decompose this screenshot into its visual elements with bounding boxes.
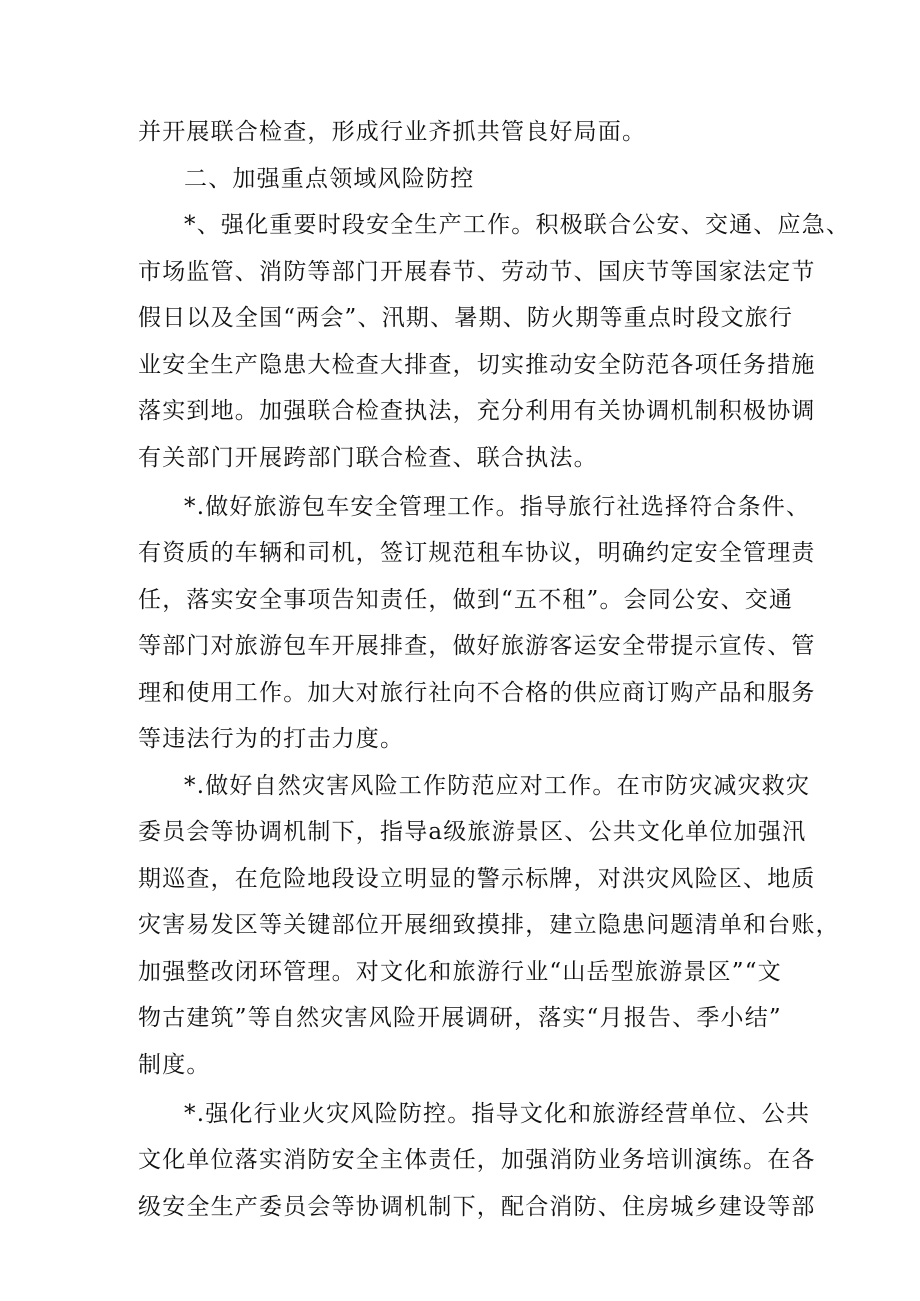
text-line: *、强化重要时段安全生产工作。积极联合公安、交通、应急、 (184, 212, 851, 238)
text-line: 任，落实安全事项告知责任，做到“五不租”。会同公安、交通 (138, 587, 794, 613)
text-line: 市场监管、消防等部门开展春节、劳动节、国庆节等国家法定节 (138, 259, 816, 285)
text-line: *.强化行业火灾风险防控。指导文化和旅游经营单位、公共 (184, 1101, 811, 1127)
text-line: *.做好自然灾害风险工作防范应对工作。在市防灾减灾救灾 (184, 773, 811, 799)
text-line: 业安全生产隐患大检查大排查，切实推动安全防范各项任务措施 (138, 352, 816, 378)
text-line: 有资质的车辆和司机，签订规范租车协议，明确约定安全管理责 (138, 540, 816, 566)
text-line: 落实到地。加强联合检查执法，充分利用有关协调机制积极协调 (138, 398, 816, 424)
text-line: 假日以及全国“两会”、汛期、暑期、防火期等重点时段文旅行 (138, 305, 794, 331)
text-line: 并开展联合检查，形成行业齐抓共管良好局面。 (138, 119, 647, 145)
text-line: 制度。 (138, 1052, 211, 1078)
text-line: 有关部门开展跨部门联合检查、联合执法。 (138, 445, 598, 471)
text-line: 级安全生产委员会等协调机制下，配合消防、住房城乡建设等部 (138, 1194, 816, 1220)
text-line: *.做好旅游包车安全管理工作。指导旅行社选择符合条件、 (184, 494, 811, 520)
text-line: 加强整改闭环管理。对文化和旅游行业“山岳型旅游景区”“文 (138, 959, 782, 985)
text-line: 期巡查，在危险地段设立明显的警示标牌，对洪灾风险区、地质 (138, 866, 816, 892)
text-line: 委员会等协调机制下，指导a级旅游景区、公共文化单位加强汛 (138, 819, 807, 845)
text-line: 等违法行为的打击力度。 (138, 726, 405, 752)
text-line: 文化单位落实消防安全主体责任，加强消防业务培训演练。在各 (138, 1147, 816, 1173)
section-heading: 二、加强重点领域风险防控 (184, 166, 475, 192)
text-line: 灾害易发区等关键部位开展细致摸排，建立隐患问题清单和台账， (138, 912, 840, 938)
text-line: 等部门对旅游包车开展排查，做好旅游客运安全带提示宣传、管 (138, 633, 816, 659)
text-line: 物古建筑”等自然灾害风险开展调研，落实“月报告、季小结” (138, 1005, 782, 1031)
text-line: 理和使用工作。加大对旅行社向不合格的供应商订购产品和服务 (138, 680, 816, 706)
